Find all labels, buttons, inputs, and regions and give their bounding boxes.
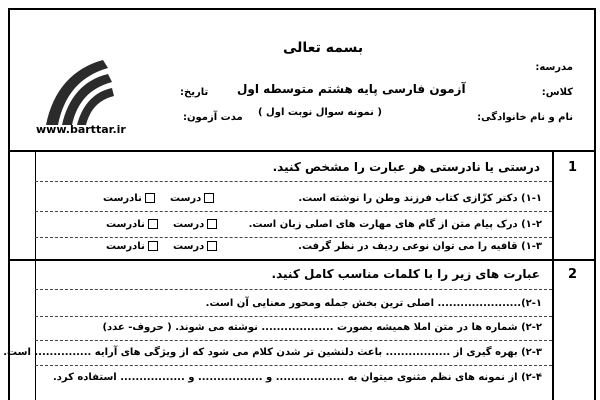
false-label: نادرست <box>103 193 142 204</box>
dashed-divider <box>35 289 552 290</box>
true-label: درست <box>173 241 205 252</box>
logo <box>28 50 118 130</box>
fill-in-statement: ۲-۴) از نمونه های نظم مثنوی میتوان به .................. و ................. و ................. استفاده کرد. <box>52 372 542 383</box>
fill-in-statement: ۲-۱)...................... اصلی ترین بخش جمله ومحور معنایی آن است. <box>205 298 542 309</box>
class-label: کلاس: <box>541 87 573 98</box>
true-option[interactable] <box>173 241 220 252</box>
exam-title: آزمون فارسی پایه هشتم متوسطه اول <box>237 82 466 96</box>
header-divider <box>8 150 596 152</box>
fill-in-statement: ۲-۳) بهره گیری از ................. باعث دلنشین تر شدن کلام می شود که از ویژگی های آرایه ............... است. <box>3 347 542 358</box>
dashed-divider <box>35 340 552 341</box>
checkbox-icon[interactable] <box>207 219 217 229</box>
checkbox-icon[interactable] <box>207 241 217 251</box>
false-label: نادرست <box>106 219 145 230</box>
statement: ۱-۲) درک پیام متن از گام های مهارت های اصلی زبان است. <box>248 219 542 230</box>
true-option[interactable] <box>173 219 220 230</box>
question-number: 1 <box>568 160 578 175</box>
bismillah: بسمه تعالی <box>283 40 364 56</box>
false-option[interactable] <box>106 219 161 230</box>
true-label: درست <box>170 193 202 204</box>
name-label: نام و نام خانوادگی: <box>477 112 573 123</box>
false-label: نادرست <box>106 241 145 252</box>
school-label: مدرسه: <box>535 62 573 73</box>
question-number-column-line <box>552 150 554 400</box>
true-label: درست <box>173 219 205 230</box>
statement: ۱-۳) قافیه را می توان نوعی ردیف در نظر گرفت. <box>298 241 542 252</box>
true-option[interactable] <box>170 193 217 204</box>
checkbox-icon[interactable] <box>145 193 155 203</box>
dashed-divider <box>35 316 552 317</box>
dashed-divider <box>35 237 552 238</box>
section-instruction: درستی یا نادرستی هر عبارت را مشخص کنید. <box>272 160 540 174</box>
sample-label: ( نمونه سوال نوبت اول ) <box>258 107 382 118</box>
statement: ۱-۱) دکتر کزّازی کتاب فرزند وطن را نوشته است. <box>298 193 542 204</box>
duration-label: مدت آزمون: <box>183 112 243 123</box>
question-number: 2 <box>568 267 578 282</box>
false-option[interactable] <box>103 193 158 204</box>
fill-in-statement: ۲-۲) شماره ها در متن املا همیشه بصورت ................... نوشته می شوند. ( حروف- عدد) <box>102 322 542 333</box>
checkbox-icon[interactable] <box>148 241 158 251</box>
date-label: تاریخ: <box>180 87 209 98</box>
dashed-divider <box>35 365 552 366</box>
answer-column-line <box>35 150 36 400</box>
false-option[interactable] <box>106 241 161 252</box>
checkbox-icon[interactable] <box>204 193 214 203</box>
dashed-divider <box>35 211 552 212</box>
checkbox-icon[interactable] <box>148 219 158 229</box>
logo-graphic-icon <box>28 50 118 130</box>
section-instruction: عبارت های زیر را با کلمات مناسب کامل کنید. <box>271 267 540 281</box>
dashed-divider <box>35 181 552 182</box>
section-divider <box>8 259 596 261</box>
logo-url: www.barttar.ir <box>36 123 126 136</box>
